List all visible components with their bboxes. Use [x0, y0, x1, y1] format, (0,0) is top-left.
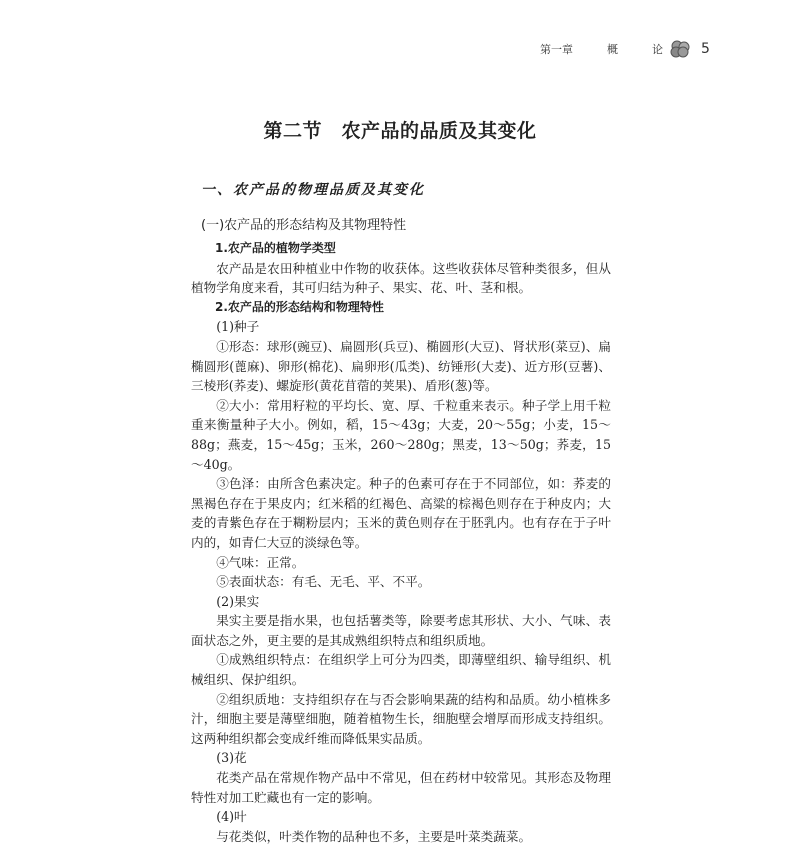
subheading: 2.农产品的形态结构和物理特性: [215, 299, 384, 314]
chapter-label: 第一章: [540, 43, 573, 56]
paragraph: ②大小：常用籽粒的平均长、宽、厚、千粒重来表示。种子学上用千粒重来衡量种子大小。例如，稻，15～43g；大麦，20～55g；小麦，15～88g；燕麦，15～45g；玉米，260～280g；黑麦，13～50g；荞麦，15～40g。: [191, 397, 611, 472]
paragraph: ③色泽：由所含色素决定。种子的色素可存在于不同部位，如：荞麦的黑褐色存在于果皮内；红米稻的红褐色、高粱的棕褐色则存在于种皮内；大麦的青紫色存在于糊粉层内；玉米的黄色则存在于胚乳内。也有存在于子叶内的，如青仁大豆的淡绿色等。: [191, 476, 611, 550]
paragraph: ⑤表面状态：有毛、无毛、平、不平。: [216, 574, 431, 590]
paragraph: (3)花: [216, 750, 247, 766]
paragraph: (1)种子: [216, 319, 260, 335]
paragraph: ①形态：球形(豌豆)、扁圆形(兵豆)、椭圆形(大豆)、肾状形(菜豆)、扁椭圆形(蓖麻)、卵形(棉花)、扁卵形(瓜类)、纺锤形(大麦)、近方形(豆薯)、三棱形(荞麦)、螺旋形(黄花苜蓿的荚果)、盾形(葱)等。: [191, 338, 611, 394]
paragraph: 果实主要是指水果，也包括薯类等，除要考虑其形状、大小、气味、表面状态之外，更主要的是其成熟组织特点和组织质地。: [191, 613, 611, 648]
paragraph: (2)果实: [216, 593, 260, 609]
paragraph: ④气味：正常。: [216, 554, 305, 570]
chapter-word-2: 论: [652, 43, 663, 56]
paragraph: 与花类似，叶类作物的品种也不多，主要是叶菜类蔬菜。: [216, 828, 532, 844]
section-title: 第二节 农产品的品质及其变化: [263, 120, 537, 142]
subheading: 1.农产品的植物学类型: [215, 241, 336, 255]
heading-level-2: (一)农产品的形态结构及其物理特性: [201, 218, 407, 233]
paragraph: 农产品是农田种植业中作物的收获体。这些收获体尽管种类很多，但从植物学角度来看，其可归结为种子、果实、花、叶、茎和根。: [191, 260, 611, 296]
paragraph: (4)叶: [216, 809, 247, 825]
chapter-word-1: 概: [607, 43, 618, 56]
page-number: 5: [701, 41, 710, 57]
cluster-circles-icon: [669, 40, 691, 58]
paragraph: 花类产品在常规作物产品中不常见，但在药材中较常见。其形态及物理特性对加工贮藏也有一定的影响。: [191, 770, 611, 805]
body-text: [191, 239, 611, 846]
paragraph: ①成熟组织特点：在组织学上可分为四类，即薄壁组织、输导组织、机械组织、保护组织。: [191, 652, 611, 688]
heading-level-1: 一、农产品的物理品质及其变化: [201, 182, 425, 198]
paragraph: ②组织质地：支持组织存在与否会影响果蔬的结构和品质。幼小植株多汁，细胞主要是薄壁细胞，随着植物生长，细胞壁会增厚而形成支持组织。这两种组织都会变成纤维而降低果实品质。: [191, 691, 611, 746]
running-head: [540, 40, 710, 58]
